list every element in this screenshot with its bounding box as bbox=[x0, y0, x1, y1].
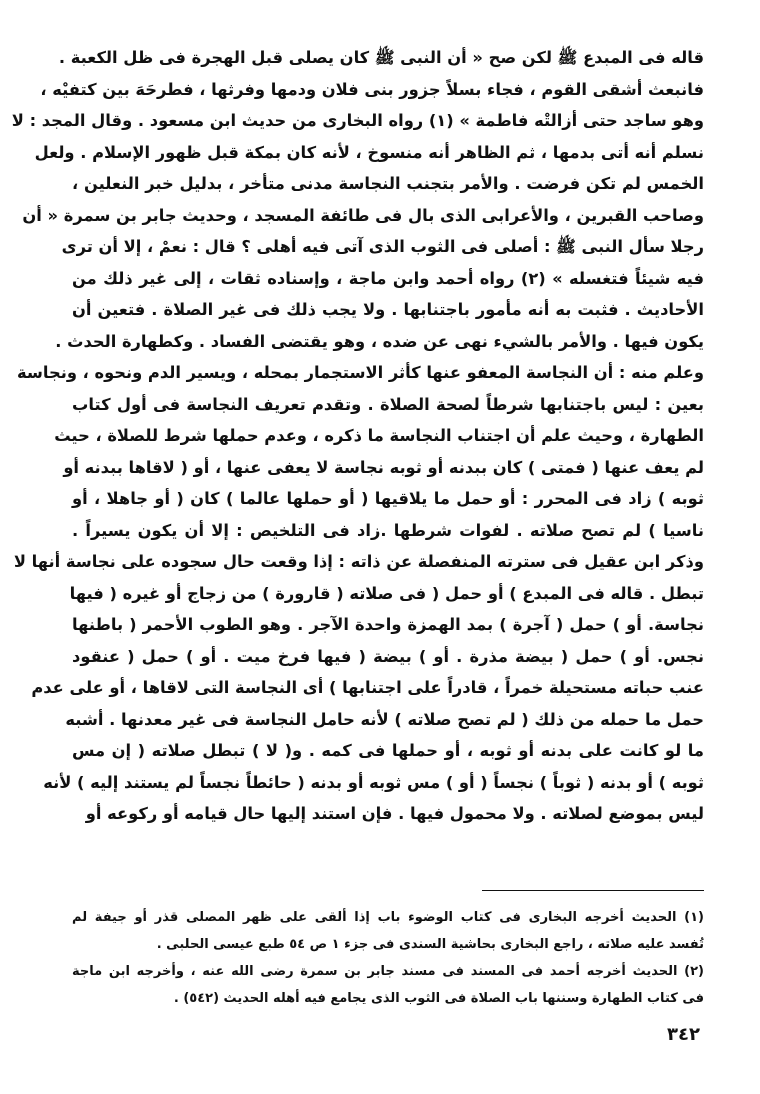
text-line: وذكر ابن عقيل فى سترته المنفصلة عن ذاته : إذا وقعت حال سجوده على نجاسة أنها لا bbox=[13, 552, 704, 571]
footnote-line: تُفسد عليه صلاته ، راجع البخارى بحاشية السندى فى جزء ١ ص ٥٤ طبع عيسى الحلبى . bbox=[156, 937, 704, 952]
footnote-line: (٢) الحديث أخرجه أحمد فى المسند فى مسند جابر بن سمرة رضى الله عنه ، وأخرجه ابن ماجة bbox=[72, 964, 704, 979]
book-page bbox=[11, 42, 704, 1057]
text-line: قاله فى المبدع ﷺ لكن صح « أن النبى ﷺ كان يصلى قبل الهجرة فى ظل الكعبة . bbox=[58, 48, 704, 67]
text-line: فانبعث أشقى القوم ، فجاء بسلاً جزور بنى فلان ودمها وفرثها ، فطرحَهَ بين كتفيْه ، bbox=[40, 79, 704, 99]
text-line: ما لو كانت على بدنه أو ثوبه ، أو حملها فى كمه . و( لا ) تبطل صلاته ( إن مس bbox=[72, 741, 704, 760]
text-line: وهو ساجد حتى أزالتْه فاطمة » (١) رواه البخارى من حديث ابن مسعود . وقال المجد : لا bbox=[11, 111, 704, 130]
main-text bbox=[11, 42, 704, 830]
text-line: حمل ما حمله من ذلك ( لم تصح صلاته ) لأنه حامل النجاسة فى غير معدنها . أشبه bbox=[65, 709, 704, 729]
text-line: ليس بموضع لصلاته . ولا محمول فيها . فإن استند إليها حال قيامه أو ركوعه أو bbox=[85, 804, 704, 823]
footnote-separator bbox=[482, 890, 704, 891]
text-line: وصاحب القبرين ، والأعرابى الذى بال فى طائفة المسجد ، وحديث جابر بن سمرة « أن bbox=[22, 205, 704, 225]
text-line: نجاسة. أو ) حمل ( آجرة ) بمد الهمزة واحدة الآجر . وهو الطوب الأحمر ( باطنها bbox=[72, 615, 704, 634]
text-line: يكون فيها . والأمر بالشيء نهى عن ضده ، وهو يقتضى الفساد . وكطهارة الحدث . bbox=[55, 331, 704, 351]
text-line: الأحاديث . فثبت به أنه مأمور باجتنابها . ولا يجب ذلك فى غير الصلاة . فتعين أن bbox=[72, 300, 704, 319]
footnote-line: (١) الحديث أخرجه البخارى فى كتاب الوضوء باب إذا ألقى على ظهر المصلى قذر أو جيفة لم bbox=[72, 910, 704, 925]
text-line: عنب حباته مستحيلة خمراً ، قادراً على اجتنابها ) أى النجاسة التى لاقاها ، أو على عدم bbox=[31, 678, 704, 697]
text-line: نسلم أنه أتى بدمها ، ثم الظاهر أنه منسوخ ، لأنه كان بمكة قبل ظهور الإسلام . ولعل bbox=[34, 142, 704, 162]
text-line: فيه شيئاً فتغسله » (٢) رواه أحمد وابن ماجة ، وإسناده ثقات ، إلى غير ذلك من bbox=[72, 268, 704, 288]
text-line: الطهارة ، وحيث علم أن اجتناب النجاسة ما ذكره ، وعدم حملها شرط للصلاة ، حيث bbox=[54, 426, 704, 445]
text-line: لم يعف عنها ( فمتى ) كان ببدنه أو ثوبه نجاسة لا يعفى عنها ، أو ( لاقاها ببدنه أو bbox=[63, 457, 704, 477]
text-line: رجلا سأل النبى ﷺ : أصلى فى الثوب الذى آتى فيه أهلى ؟ قال : نعمْ ، إلا أن ترى bbox=[61, 237, 704, 256]
text-line: تبطل . قاله فى المبدع ) أو حمل ( فى صلاته ( قارورة ) من زجاج أو غيره ( فيها bbox=[69, 583, 704, 603]
text-line: نجس. أو ) حمل ( بيضة مذرة . أو ) بيضة ( فيها فرخ ميت . أو ) حمل ( عنقود bbox=[72, 646, 704, 666]
text-line: الخمس لم تكن فرضت . والأمر بتجنب النجاسة مدنى متأخر ، بدليل خبر النعلين ، bbox=[72, 174, 704, 193]
footnotes bbox=[72, 904, 704, 1012]
text-line: ثوبه ) أو بدنه ( ثوباً ) نجساً ( أو ) مس ثوبه أو بدنه ( حائطاً نجساً لم يستند إليه ) لأنه bbox=[43, 772, 704, 792]
text-line: بعين : ليس باجتنابها شرطاً لصحة الصلاة . وتقدم تعريف النجاسة فى أول كتاب bbox=[72, 394, 704, 414]
text-line: ناسيا ) لم تصح صلاته . لفوات شرطها .زاد فى التلخيص : إلا أن يكون يسيراً . bbox=[72, 520, 704, 540]
footnote-line: فى كتاب الطهارة وسننها باب الصلاة فى الثوب الذى يجامع فيه أهله الحديث (٥٤٢) . bbox=[173, 991, 704, 1006]
text-line: ثوبه ) زاد فى المحرر : أو حمل ما يلاقيها ( أو حملها عالما ) كان ( أو جاهلا ، أو bbox=[72, 489, 704, 508]
page-number: ٣٤٢ bbox=[667, 1024, 700, 1045]
text-line: وعلم منه : أن النجاسة المعفو عنها كأثر الاستجمار بمحله ، ويسير الدم ونحوه ، ونجاسة bbox=[16, 363, 704, 382]
